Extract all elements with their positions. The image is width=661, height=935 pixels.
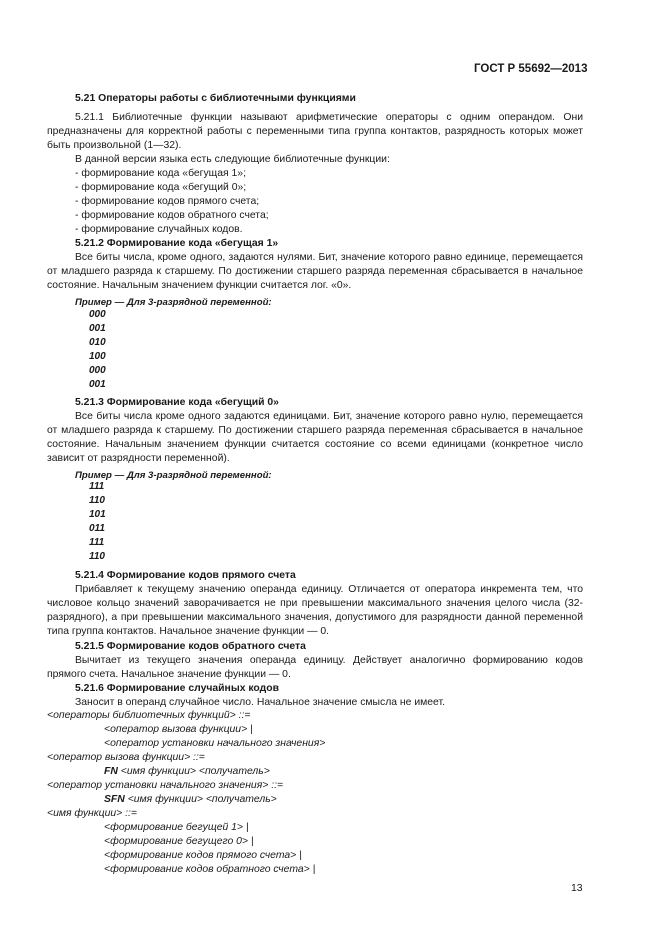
grammar-rule: <оператор вызова функции> ::= (47, 752, 205, 763)
subsection-5-21-3-text: Все биты числа кроме одного задаются единицами. Бит, значение которого равно нулю, перемещается от младшего разряда к старшему. По достижении старшего разряда переменная сбрасывается в начальное состояние. Начальным значением функции считается состояние со всеми единицами (конкретное число зависит от разрядности переменной). (47, 411, 583, 464)
code-value: 000 (89, 309, 106, 320)
keyword-sfn: SFN (104, 794, 125, 805)
grammar-rule: <имя функции> ::= (47, 808, 137, 819)
list-item: - формирование кодов прямого счета; (75, 196, 260, 207)
paragraph-5-21-1: 5.21.1 Библиотечные функции называют арифметические операторы с одним операндом. Они предназначены для корректной работы с переменными типа группа контактов, разрядность которых может быть произвольной (1—32). (47, 112, 583, 151)
grammar-alternative (104, 794, 277, 805)
grammar-alternative-rest: <имя функции> <получатель> (120, 766, 270, 777)
grammar-alternative-rest: <имя функции> <получатель> (127, 794, 277, 805)
paragraph-functions-intro: В данной версии языка есть следующие библиотечные функции: (75, 154, 390, 165)
example-label: Пример — Для 3-разрядной переменной: (75, 470, 272, 481)
code-value: 001 (89, 323, 106, 334)
list-item: - формирование кода «бегущая 1»; (75, 168, 246, 179)
example-label: Пример — Для 3-разрядной переменной: (75, 297, 272, 308)
subsection-5-21-3-title: 5.21.3 Формирование кода «бегущий 0» (75, 397, 279, 408)
grammar-rule: <операторы библиотечных функций> ::= (47, 710, 251, 721)
subsection-5-21-5-title: 5.21.5 Формирование кодов обратного счета (75, 641, 306, 652)
grammar-alternative: <оператор установки начального значения> (104, 738, 326, 749)
grammar-alternative: <формирование бегущего 0> | (104, 836, 254, 847)
standard-header: ГОСТ Р 55692—2013 (474, 63, 588, 75)
subsection-5-21-2-title: 5.21.2 Формирование кода «бегущая 1» (75, 238, 279, 249)
page-number: 13 (571, 883, 583, 894)
subsection-5-21-5-text: Вычитает из текущего значения операнда единицу. Действует аналогично формированию кодов прямого счета. Начальное значение функции — 0. (47, 655, 583, 680)
code-value: 111 (89, 537, 105, 548)
grammar-alternative (104, 766, 270, 777)
code-value: 111 (89, 481, 105, 492)
grammar-alternative: <формирование кодов прямого счета> | (104, 850, 302, 861)
section-title: 5.21 Операторы работы с библиотечными функциями (75, 93, 356, 104)
subsection-5-21-2-text: Все биты числа, кроме одного, задаются нулями. Бит, значение которого равно единице, перемещается от младшего разряда к старшему. По достижении старшего разряда переменная сбрасывается в начальное состояние. Начальным значением функции считается лог. «0». (47, 252, 583, 291)
keyword-fn: FN (104, 766, 118, 777)
code-value: 101 (89, 509, 106, 520)
code-value: 011 (89, 523, 105, 534)
code-value: 001 (89, 379, 106, 390)
list-item: - формирование кода «бегущий 0»; (75, 182, 247, 193)
list-item: - формирование кодов обратного счета; (75, 210, 269, 221)
grammar-rule: <оператор установки начального значения> ::= (47, 780, 284, 791)
code-value: 000 (89, 365, 106, 376)
subsection-5-21-4-title: 5.21.4 Формирование кодов прямого счета (75, 570, 296, 581)
code-value: 110 (89, 551, 105, 562)
grammar-alternative: <формирование бегущей 1> | (104, 822, 249, 833)
code-value: 010 (89, 337, 106, 348)
subsection-5-21-4-text: Прибавляет к текущему значению операнда единицу. Отличается от оператора инкремента тем, что числовое кольцо значений заворачивается не при превышении максимального значения целого числа (32-разрядного), а при превышении максимального значения, допустимого для разрядности данной переменной типа группа контактов. Начальное значение функции — 0. (47, 584, 583, 637)
subsection-5-21-6-title: 5.21.6 Формирование случайных кодов (75, 683, 279, 694)
subsection-5-21-6-text: Заносит в операнд случайное число. Начальное значение смысла не имеет. (75, 697, 445, 708)
code-value: 100 (89, 351, 106, 362)
list-item: - формирование случайных кодов. (75, 224, 243, 235)
grammar-alternative: <оператор вызова функции> | (104, 724, 253, 735)
code-value: 110 (89, 495, 105, 506)
grammar-alternative: <формирование кодов обратного счета> | (104, 864, 316, 875)
